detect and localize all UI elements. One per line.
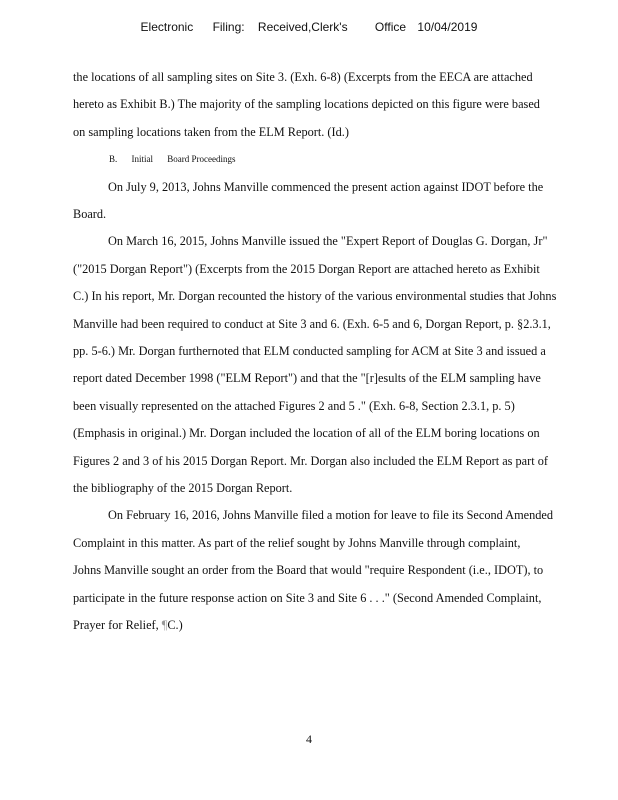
header-filing: Filing: [212,20,245,34]
text-line: Manville had been required to conduct at Site 3 and 6. (Exh. 6-5 and 6, Dorgan Report, p. §2.3.1, [73,316,551,331]
text-line [73,612,601,639]
text-line: Johns Manville sought an order from the Board that would "require Respondent (i.e., IDOT), to [73,563,544,578]
text-line: been visually represented on the attached Figures 2 and 5 ." (Exh. 6-8, Section 2.3.1, p. 5) [73,398,515,413]
filing-header [0,20,618,34]
text-line: Figures 2 and 3 of his 2015 Dorgan Report. Mr. Dorgan also included the ELM Report as part of [73,453,548,468]
text-line: the locations of all sampling sites on Site 3. (Exh. 6-8) (Excerpts from the EECA are attached [73,70,533,84]
header-date: 10/04/2019 [417,20,478,34]
pilcrow-mark: ¶ [161,618,168,633]
text-line: the bibliography of the 2015 Dorgan Report. [73,481,293,496]
subheading-title-2: Board Proceedings [167,154,236,165]
text-line: Board. [73,207,107,222]
text-line: pp. 5-6.) Mr. Dorgan furthernoted that ELM conducted sampling for ACM at Site 3 and issued a [73,344,546,359]
text-line: hereto as Exhibit B.) The majority of the sampling locations depicted on this figure were based [73,97,540,112]
header-received: Received,Clerk's [257,20,348,34]
subheading-letter: B. [109,154,118,165]
header-office: Office [374,20,407,34]
text-line: on sampling locations taken from the ELM Report. (Id.) [73,124,349,139]
text-line: ("2015 Dorgan Report") (Excerpts from the 2015 Dorgan Report are attached hereto as Exhibit [73,261,540,276]
text-fragment: C.) [167,618,183,633]
text-line: On March 16, 2015, Johns Manville issued the "Expert Report of Douglas G. Dorgan, Jr" [108,234,548,249]
text-line: participate in the future response action on Site 3 and Site 6 . . ." (Second Amended Complaint, [73,590,542,605]
text-fragment: Prayer for Relief, [73,618,162,633]
subheading-title: Initial [131,154,154,165]
text-line: C.) In his report, Mr. Dorgan recounted the history of the various environmental studies that Johns [73,289,557,304]
header-electronic: Electronic [140,20,194,34]
page-number: 4 [306,732,312,746]
section-subheading [73,146,601,173]
text-line: (Emphasis in original.) Mr. Dorgan included the location of all of the ELM boring locations on [73,426,540,441]
text-line: On July 9, 2013, Johns Manville commenced the present action against IDOT before the [108,179,544,194]
text-line: On February 16, 2016, Johns Manville filed a motion for leave to file its Second Amended [108,508,553,523]
text-line: Complaint in this matter. As part of the relief sought by Johns Manville through complaint, [73,535,521,550]
document-body [73,64,601,640]
text-line: report dated December 1998 ("ELM Report") and that the "[r]esults of the ELM sampling have [73,371,541,386]
